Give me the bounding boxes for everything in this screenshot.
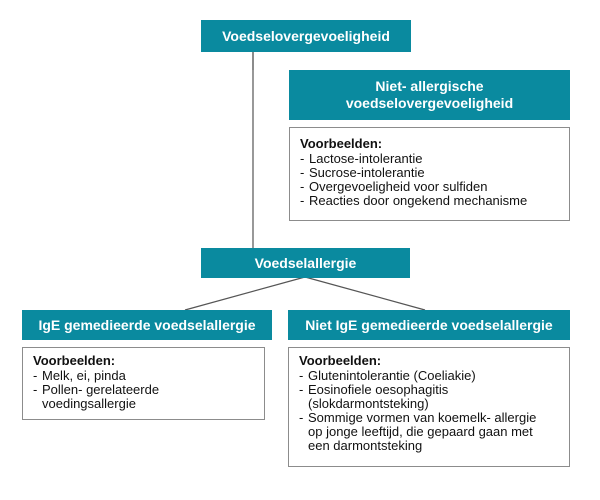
- list-item: - Eosinofiele oesophagitis (slokdarmontsteking): [299, 382, 449, 411]
- examples-title: Voorbeelden:: [299, 353, 382, 368]
- list-item: - Sommige vormen van koemelk- allergie op jonge leeftijd, die gepaard gaan met een darmontsteking: [299, 410, 537, 453]
- examples-list-ige: [33, 369, 254, 411]
- examples-title: Voorbeelden:: [300, 136, 383, 151]
- list-item: - Reacties door ongekend mechanisme: [300, 193, 528, 208]
- node-ige-label: IgE gemedieerde voedselallergie: [38, 316, 256, 333]
- list-item: - Lactose-intolerantie: [300, 151, 423, 166]
- list-item: - Glutenintolerantie (Coeliakie): [299, 368, 476, 383]
- examples-box-niet-ige: [288, 347, 570, 467]
- list-item: - Melk, ei, pinda: [33, 368, 126, 383]
- node-niet-allergische-voedselovergevoeligheid: [289, 70, 570, 120]
- list-item: - Sucrose-intolerantie: [300, 165, 425, 180]
- examples-list-niet-ige: [299, 369, 559, 453]
- examples-box-niet-allergisch: [289, 127, 570, 221]
- node-niet-ige-label: Niet IgE gemedieerde voedselallergie: [305, 316, 553, 333]
- node-voedselovergevoeligheid: [201, 20, 411, 52]
- node-voedselallergie-label: Voedselallergie: [254, 254, 357, 271]
- examples-title: Voorbeelden:: [33, 353, 116, 368]
- node-niet-allergische-label: Niet- allergische voedselovergevoeligheid: [345, 78, 514, 111]
- examples-list-niet-allergisch: [300, 152, 559, 208]
- node-ige-gemedieerde-voedselallergie: [22, 310, 272, 340]
- list-item: - Overgevoeligheid voor sulfiden: [300, 179, 488, 194]
- connector-allergy-to-non-ige: [305, 277, 425, 310]
- connector-allergy-to-ige: [185, 277, 305, 310]
- node-voedselovergevoeligheid-label: Voedselovergevoeligheid: [222, 27, 390, 44]
- list-item: - Pollen- gerelateerde voedingsallergie: [33, 382, 160, 411]
- examples-box-ige: [22, 347, 265, 420]
- node-voedselallergie: [201, 248, 410, 278]
- node-niet-ige-gemedieerde-voedselallergie: [288, 310, 570, 340]
